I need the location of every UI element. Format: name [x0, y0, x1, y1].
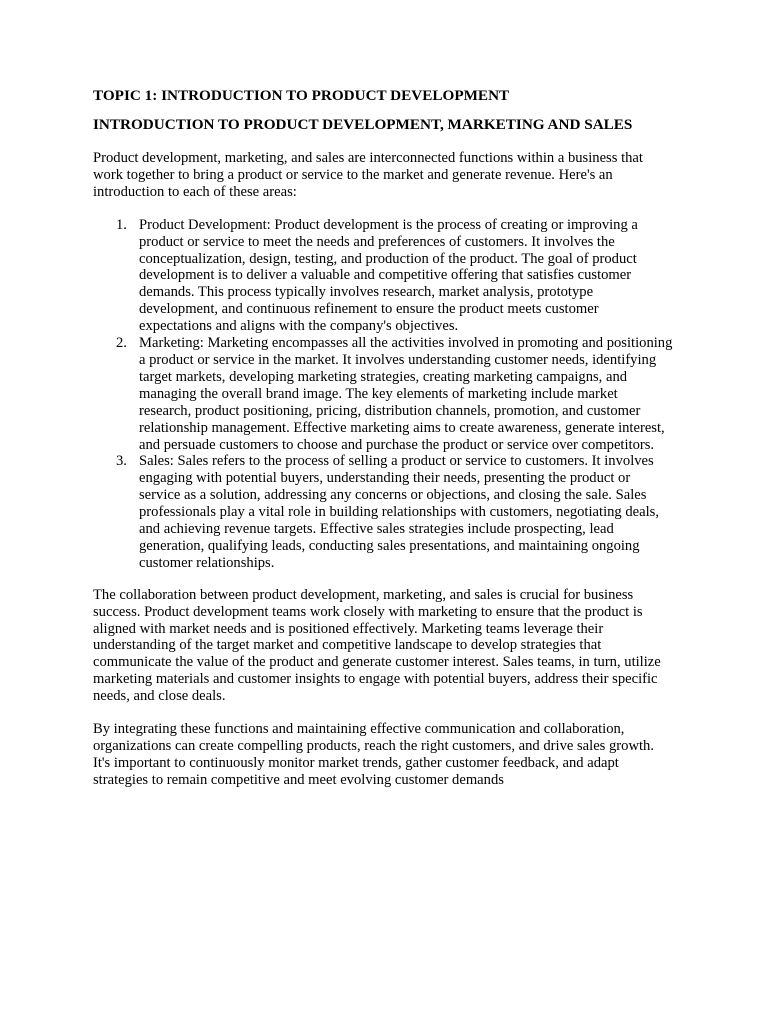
topic-list [93, 217, 673, 572]
document-page [93, 86, 673, 805]
closing-paragraph: By integrating these functions and maintaining effective communication and collaboration, organizations can create compelling products, reach the right customers, and drive sales growth. It's important to continuously monitor market trends, gather customer feedback, and adapt strategies to remain competitive and meet evolving customer demands [93, 721, 654, 788]
collaboration-paragraph: The collaboration between product development, marketing, and sales is crucial for business success. Product development teams work closely with marketing to ensure that the product is aligned with market needs and is positioned effectively. Marketing teams leverage their understanding of the target market and competitive landscape to develop strategies that communicate the value of the product and generate customer interest. Sales teams, in turn, utilize marketing materials and customer insights to engage with potential buyers, address their specific needs, and close deals. [93, 586, 661, 705]
topic-heading: TOPIC 1: INTRODUCTION TO PRODUCT DEVELOPMENT [93, 87, 510, 104]
list-item [93, 335, 673, 453]
list-item-text: Sales: Sales refers to the process of selling a product or service to customers. It involves engaging with potential buyers, understanding their needs, presenting the product or service as a solution, addressing any concerns or objections, and closing the sale. Sales professionals play a vital role in building relationships with customers, negotiating deals, and achieving revenue targets. Effective sales strategies include prospecting, lead generation, qualifying leads, conducting sales presentations, and maintaining ongoing customer relationships. [139, 453, 660, 571]
list-item [93, 453, 673, 571]
list-item-text: Marketing: Marketing encompasses all the activities involved in promoting and positioning a product or service in the market. It involves understanding customer needs, identifying target markets, developing marketing strategies, creating marketing campaigns, and managing the overall brand image. The key elements of marketing include market research, product positioning, pricing, distribution channels, promotion, and customer relationship management. Effective marketing aims to create awareness, generate interest, and persuade customers to choose and purchase the product or service over competitors. [139, 335, 673, 453]
list-item-number: 3. [116, 453, 127, 470]
list-item-number: 2. [116, 335, 127, 352]
list-item-number: 1. [116, 216, 127, 233]
list-item [93, 217, 673, 335]
list-item-text: Product Development: Product development is the process of creating or improving a product or service to meet the needs and preferences of customers. It involves the conceptualization, design, testing, and production of the product. The goal of product development is to deliver a valuable and competitive offering that satisfies customer demands. This process typically involves research, market analysis, prototype development, and continuous refinement to ensure the product meets customer expectations and aligns with the company's objectives. [139, 216, 638, 335]
intro-paragraph: Product development, marketing, and sales are interconnected functions within a business that work together to bring a product or service to the market and generate revenue. Here's an introduction to each of these areas: [93, 150, 643, 200]
section-heading: INTRODUCTION TO PRODUCT DEVELOPMENT, MARKETING AND SALES [93, 116, 633, 133]
